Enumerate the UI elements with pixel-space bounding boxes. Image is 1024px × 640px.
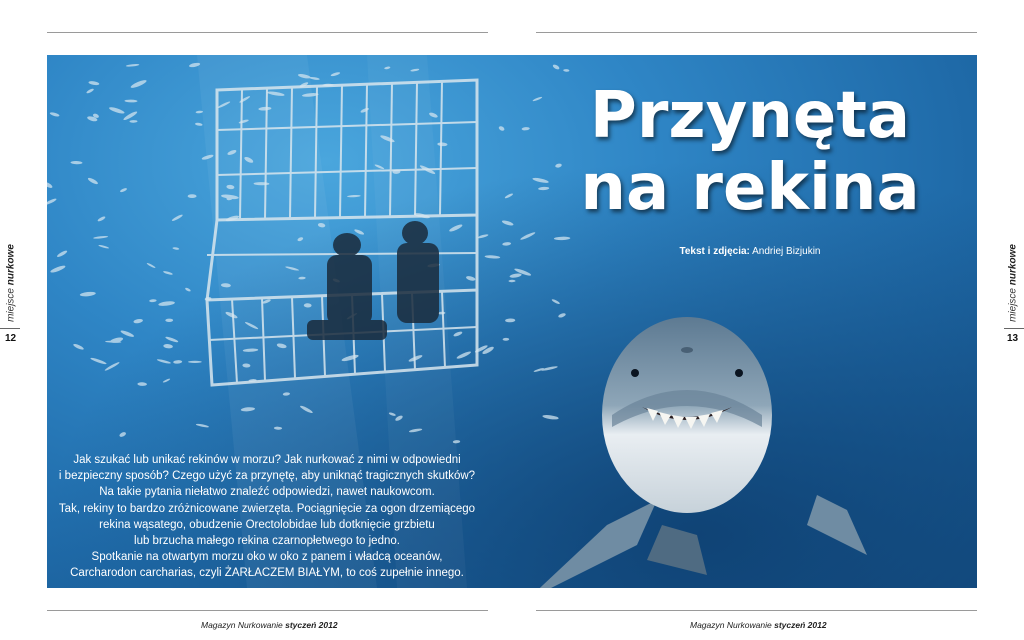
left-margin-rule [0, 328, 20, 329]
article-credit [600, 246, 900, 257]
credit-label: Tekst i zdjęcia: [679, 246, 750, 257]
footer-issue: styczeń 2012 [285, 620, 338, 630]
section-label-bold: nurkowe [5, 244, 17, 286]
title-line-2: na rekina [580, 151, 920, 225]
right-margin-rule [1004, 328, 1024, 329]
footer-magazine: Magazyn Nurkowanie [201, 620, 283, 630]
intro-line: Carcharodon carcharias, czyli ŻARŁACZEM BIAŁYM, to coś zupełnie innego. [70, 567, 464, 580]
fish [188, 361, 202, 363]
intro-line: Spotkanie na otwartym morzu oko w oko z panem i władcą oceanów, [91, 551, 443, 564]
title-line-1: Przynęta [589, 79, 911, 153]
intro-line: Jak szukać lub unikać rekinów w morzu? Jak nurkować z nimi w odpowiedni [73, 454, 461, 466]
credit-author: Andriej Bizjukin [752, 246, 821, 257]
footer-magazine: Magazyn Nurkowanie [690, 620, 772, 630]
right-section-label [1004, 238, 1022, 328]
section-label-plain: miejsce [5, 288, 17, 322]
bottom-rule-right [536, 610, 977, 611]
top-rule-left [47, 32, 488, 33]
left-section-label [2, 238, 20, 328]
intro-line: lub brzucha małego rekina czarnopłetwego to jedno. [134, 535, 400, 548]
section-label-bold: nurkowe [1007, 244, 1019, 286]
page-number-right: 13 [1007, 333, 1019, 344]
underwater-photo [47, 55, 977, 588]
intro-line: i bezpieczny sposób? Czego użyć za przynętę, aby uniknąć tragicznych skutków? [58, 470, 476, 483]
footer-left [201, 620, 338, 630]
article-intro [52, 452, 482, 582]
footer-right [690, 620, 827, 630]
intro-line: Tak, rekiny to bardzo zróżnicowane zwierzęta. Pociągnięcie za ogon drzemiącego [58, 502, 476, 515]
intro-line: Na takie pytania niełatwo znaleźć odpowiedzi, nawet naukowcom. [99, 486, 435, 499]
article-title [540, 80, 960, 224]
intro-line: rekina wąsatego, obudzenie Orectolobidae lub dotknięcie grzbietu [99, 518, 435, 531]
fish [188, 194, 197, 198]
footer-issue: styczeń 2012 [774, 620, 827, 630]
section-label-plain: miejsce [1007, 288, 1019, 322]
page-number-left: 12 [5, 333, 17, 344]
top-rule-right [536, 32, 977, 33]
bottom-rule-left [47, 610, 488, 611]
